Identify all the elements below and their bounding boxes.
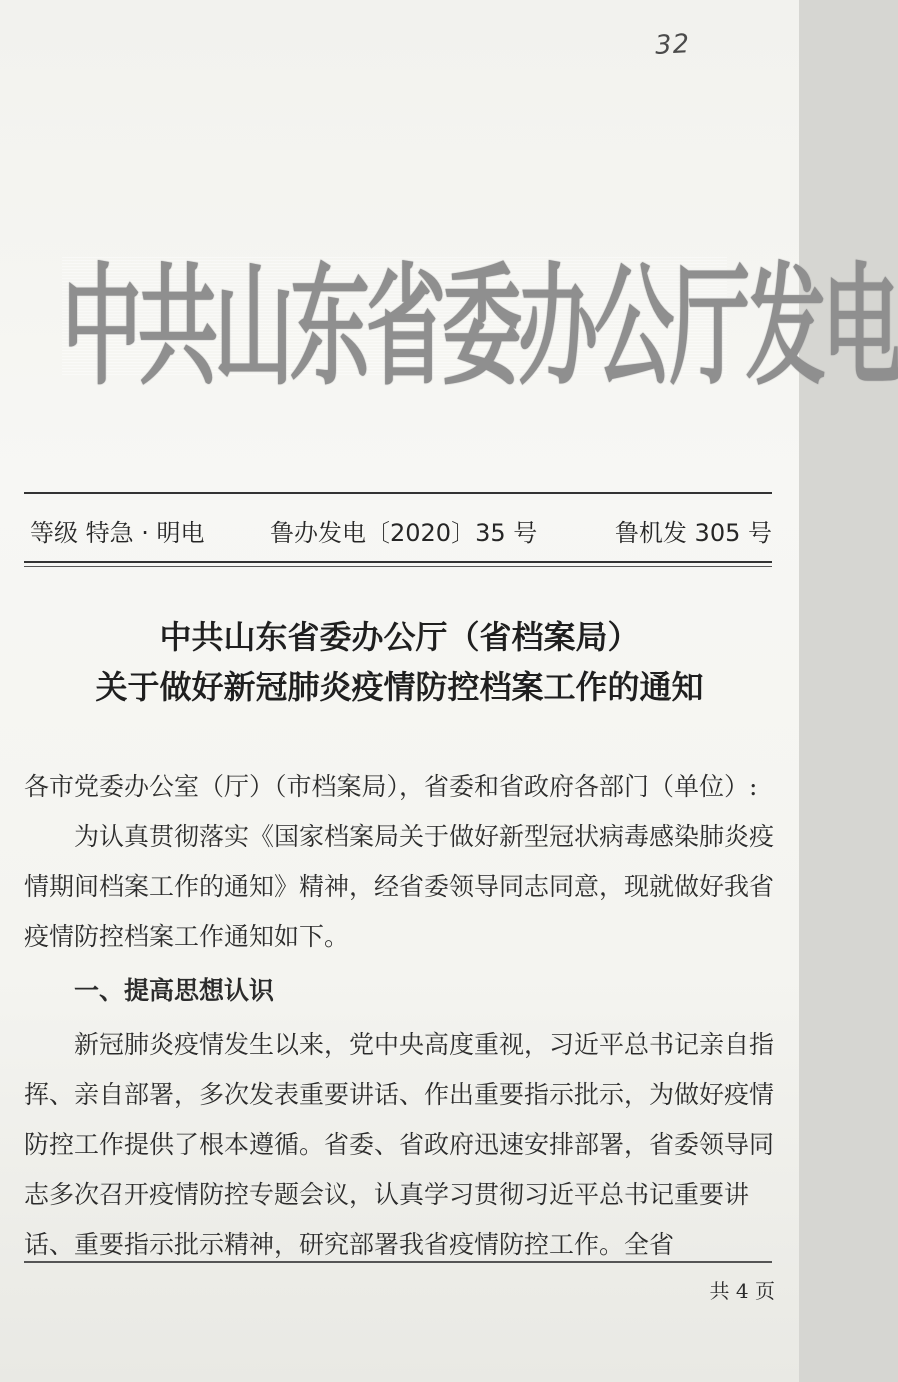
masthead-char: 电 (822, 250, 898, 403)
masthead-char: 山 (214, 250, 290, 403)
footer-rule (24, 1261, 772, 1263)
document-body (24, 762, 776, 1270)
masthead-char: 发 (746, 250, 822, 403)
document-title (0, 612, 799, 712)
paragraph-section-1: 新冠肺炎疫情发生以来，党中央高度重视，习近平总书记亲自指挥、亲自部署，多次发表重要讲话、作出重要指示批示，为做好疫情防控工作提供了根本遵循。省委、省政府迅速安排部署，省委领导同志多次召开疫情防控专题会议，认真学习贯彻习近平总书记重要讲话、重要指示批示精神，研究部署我省疫情防控工作。全省 (24, 1030, 775, 1259)
addressee: 各市党委办公室（厅）（市档案局），省委和省政府各部门（单位）: (24, 772, 758, 801)
masthead-text (62, 241, 898, 403)
header-rule-bottom-thin (24, 566, 772, 567)
handwritten-page-number: 32 (654, 29, 691, 61)
section-heading-1: 一、提高思想认识 (74, 976, 275, 1005)
masthead (62, 250, 898, 403)
masthead-char: 厅 (670, 250, 746, 403)
masthead-char: 办 (518, 250, 594, 403)
machine-number: 鲁机发 305 号 (614, 518, 772, 547)
title-line-1: 中共山东省委办公厅（省档案局） (159, 618, 640, 656)
title-line-2: 关于做好新冠肺炎疫情防控档案工作的通知 (95, 668, 704, 706)
urgency-level: 等级 特急 · 明电 (30, 518, 205, 547)
header-rule-bottom (24, 561, 772, 563)
masthead-char: 东 (290, 250, 366, 403)
classification-bar (24, 506, 772, 554)
total-pages: 共 4 页 (709, 1279, 775, 1303)
paragraph-intro: 为认真贯彻落实《国家档案局关于做好新型冠状病毒感染肺炎疫情期间档案工作的通知》精神，经省委领导同志同意，现就做好我省疫情防控档案工作通知如下。 (24, 822, 775, 951)
masthead-char: 委 (442, 250, 518, 403)
document-number: 鲁办发电〔2020〕35 号 (270, 518, 538, 547)
header-rule-top (24, 492, 772, 494)
masthead-char: 省 (366, 250, 442, 403)
masthead-char: 中 (62, 250, 138, 403)
masthead-char: 公 (594, 250, 670, 403)
masthead-char: 共 (138, 250, 214, 403)
